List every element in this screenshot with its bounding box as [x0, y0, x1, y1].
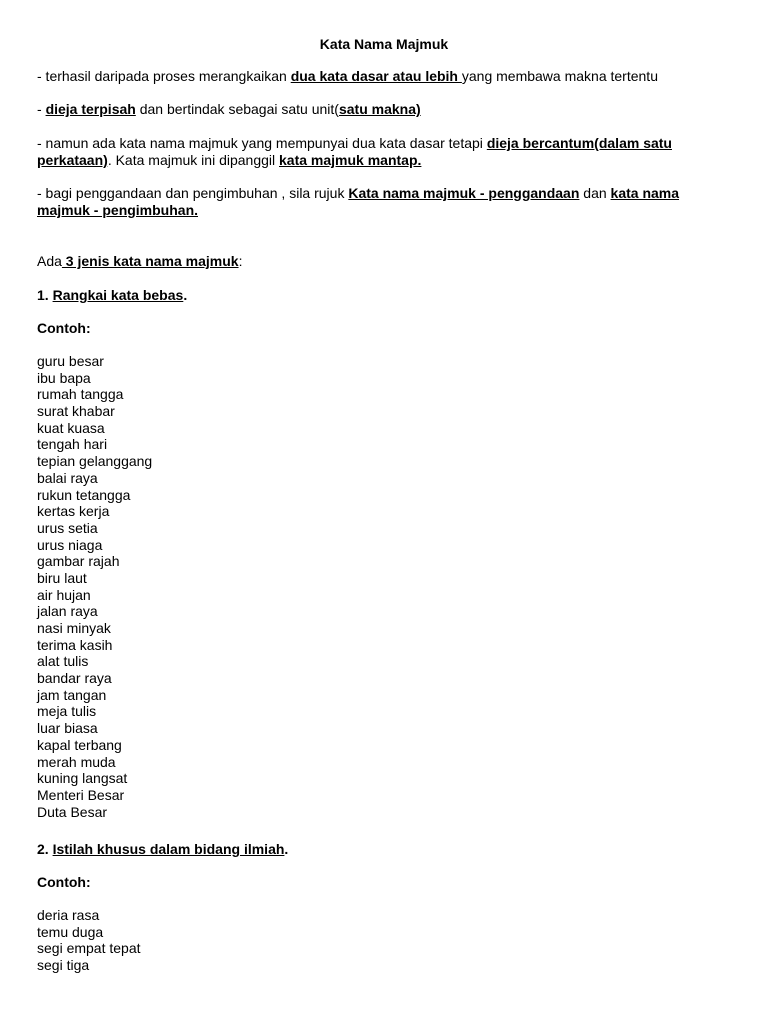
text: - bagi penggandaan dan pengimbuhan , sila rujuk	[37, 185, 349, 201]
list-item: tengah hari	[37, 436, 108, 453]
list-item: meja tulis	[37, 703, 97, 720]
emphasis-text: dieja bercantum(dalam satu perkataan)	[37, 135, 672, 168]
section1-heading	[37, 287, 717, 304]
list-item: rukun tetangga	[37, 486, 131, 503]
emphasis-text: kata majmuk mantap.	[279, 151, 422, 168]
list-item: segi tiga	[37, 957, 90, 974]
section2-example-list	[37, 907, 141, 974]
list-item: biru laut	[37, 569, 87, 586]
list-item: bandar raya	[37, 670, 112, 687]
intro-line	[37, 253, 717, 270]
paragraph-spelling	[37, 101, 717, 118]
document-title: Kata Nama Majmuk	[319, 36, 449, 52]
section1-contoh-label: Contoh:	[37, 320, 91, 336]
text: Ada	[37, 253, 62, 269]
list-item: luar biasa	[37, 720, 98, 737]
emphasis-text: dieja terpisah	[45, 101, 136, 117]
section2-heading	[37, 841, 717, 858]
list-item: kuning langsat	[37, 770, 128, 787]
text: .	[183, 287, 188, 303]
link-pengimbuhan[interactable]: kata nama majmuk - pengimbuhan.	[37, 185, 680, 218]
text: - namun ada kata nama majmuk yang mempunyai dua kata dasar tetapi	[37, 135, 487, 151]
text: dan	[579, 185, 611, 201]
section2-contoh-label: Contoh:	[37, 874, 91, 890]
list-item: temu duga	[37, 923, 104, 940]
list-item: ibu bapa	[37, 369, 91, 386]
list-item: kertas kerja	[37, 503, 110, 520]
link-penggandaan[interactable]: Kata nama majmuk - penggandaan	[348, 185, 580, 201]
text: yang membawa makna tertentu	[461, 68, 658, 84]
list-item: urus setia	[37, 519, 98, 536]
list-item: urus niaga	[37, 536, 103, 553]
list-item: surat khabar	[37, 403, 115, 420]
section-number: 1.	[37, 287, 53, 303]
list-item: gambar rajah	[37, 553, 120, 570]
list-item: kapal terbang	[37, 736, 122, 753]
list-item: tepian gelanggang	[37, 453, 153, 470]
list-item: balai raya	[37, 469, 98, 486]
list-item: terima kasih	[37, 636, 113, 653]
text: -	[37, 101, 46, 117]
text: .	[284, 841, 289, 857]
list-item: alat tulis	[37, 653, 89, 670]
list-item: guru besar	[37, 353, 104, 369]
paragraph-definition	[37, 68, 717, 85]
list-item: Duta Besar	[37, 803, 108, 820]
list-item: rumah tangga	[37, 386, 124, 403]
list-item: deria rasa	[37, 907, 100, 923]
section1-example-list	[37, 353, 152, 820]
list-item: Menteri Besar	[37, 786, 125, 803]
text: :	[238, 253, 243, 269]
paragraph-reference	[37, 185, 717, 218]
section-number: 2.	[37, 841, 53, 857]
section-title: Istilah khusus dalam bidang ilmiah	[52, 841, 285, 857]
list-item: segi empat tepat	[37, 940, 141, 957]
list-item: merah muda	[37, 753, 116, 770]
text: . Kata majmuk ini dipanggil	[107, 151, 280, 168]
paragraph-mantap	[37, 135, 717, 168]
section-title: Rangkai kata bebas	[52, 287, 184, 303]
text: - terhasil daripada proses merangkaikan	[37, 68, 291, 84]
text: dan bertindak sebagai satu unit(	[135, 101, 339, 117]
list-item: kuat kuasa	[37, 419, 105, 436]
list-item: nasi minyak	[37, 620, 111, 636]
emphasis-text: 3 jenis kata nama majmuk	[61, 253, 239, 269]
emphasis-text: dua kata dasar atau lebih	[290, 68, 462, 84]
emphasis-text: satu makna)	[338, 101, 421, 117]
list-item: air hujan	[37, 586, 91, 603]
list-item: jalan raya	[37, 603, 98, 620]
list-item: jam tangan	[37, 686, 107, 703]
